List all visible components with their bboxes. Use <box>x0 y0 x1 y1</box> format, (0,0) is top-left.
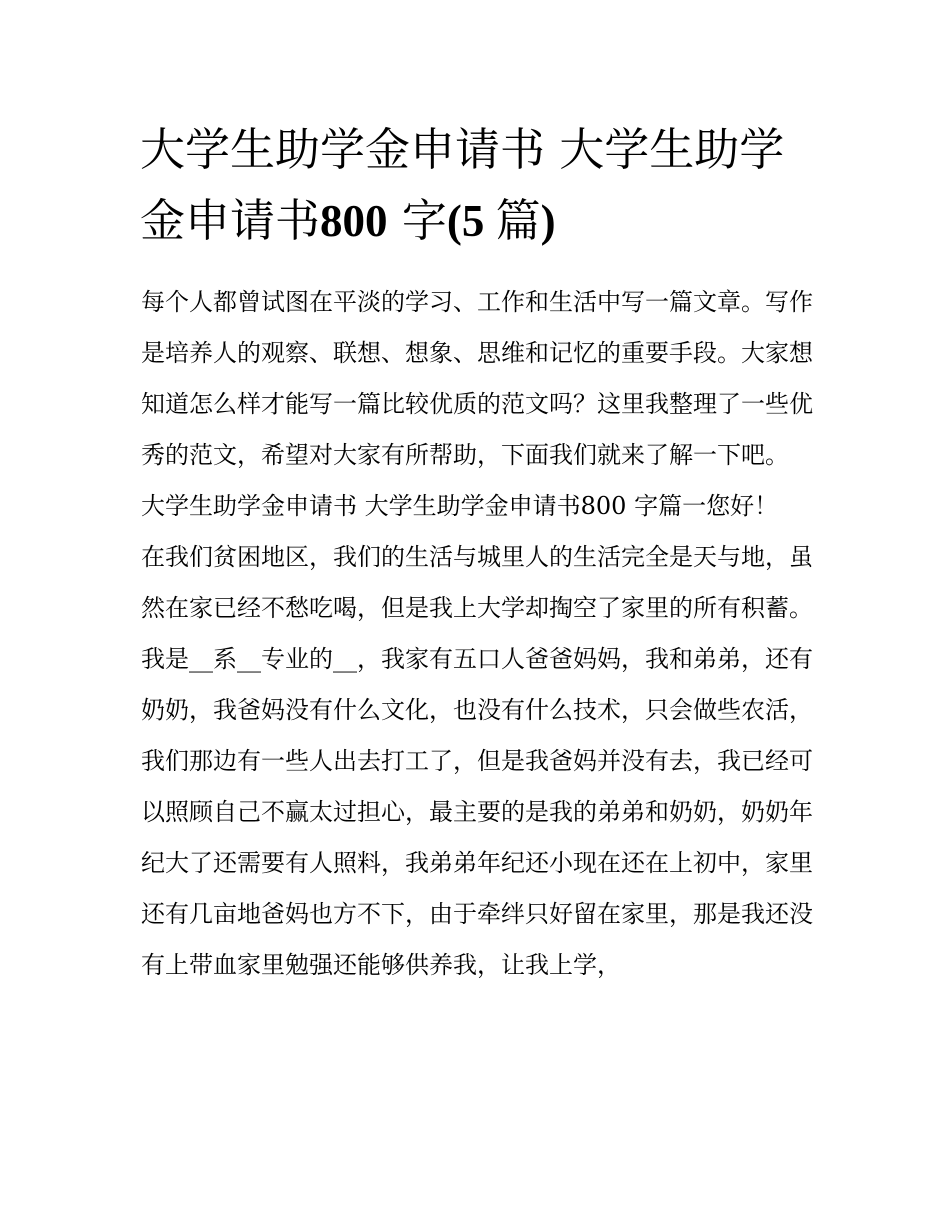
title-text: 大学生助学金申请书 大学生助学金申请书 <box>140 123 785 247</box>
document-title <box>140 114 820 257</box>
title-count-open: (5 <box>446 196 496 246</box>
title-count-close: ) <box>540 196 556 246</box>
title-count-unit: 篇 <box>495 194 541 247</box>
paragraph: 我是__系__专业的__，我家有五口人爸爸妈妈，我和弟弟，还有奶奶，我爸妈没有什么文化，也没有什么技术，只会做些农活，我们那边有一些人出去打工了，但是我爸妈并没有去，我已经可以照顾自己不赢太过担心，最主要的是我的弟弟和奶奶，奶奶年纪大了还需要有人照料，我弟弟年纪还小现在还在上初中，家里还有几亩地爸妈也方不下，由于牵绊只好留在家里，那是我还没有上带血家里勉强还能够供养我，让我上学， <box>141 645 813 979</box>
document-body <box>141 277 821 991</box>
title-text-suffix: 字 <box>387 194 447 247</box>
paragraph-heading-greeting: 大学生助学金申请书 大学生助学金申请书800 字篇一您好！ <box>141 492 779 520</box>
title-number: 800 <box>320 196 388 246</box>
paragraph: 在我们贫困地区，我们的生活与城里人的生活完全是天与地，虽然在家已经不愁吃喝，但是我上大学却掏空了家里的所有积蓄。 <box>141 543 813 622</box>
paragraph-intro: 每个人都曾试图在平淡的学习、工作和生活中写一篇文章。写作是培养人的观察、联想、想象、思维和记忆的重要手段。大家想知道怎么样才能写一篇比较优质的范文吗？这里我整理了一些优秀的范文，希望对大家有所帮助，下面我们就来了解一下吧。 <box>141 288 813 469</box>
